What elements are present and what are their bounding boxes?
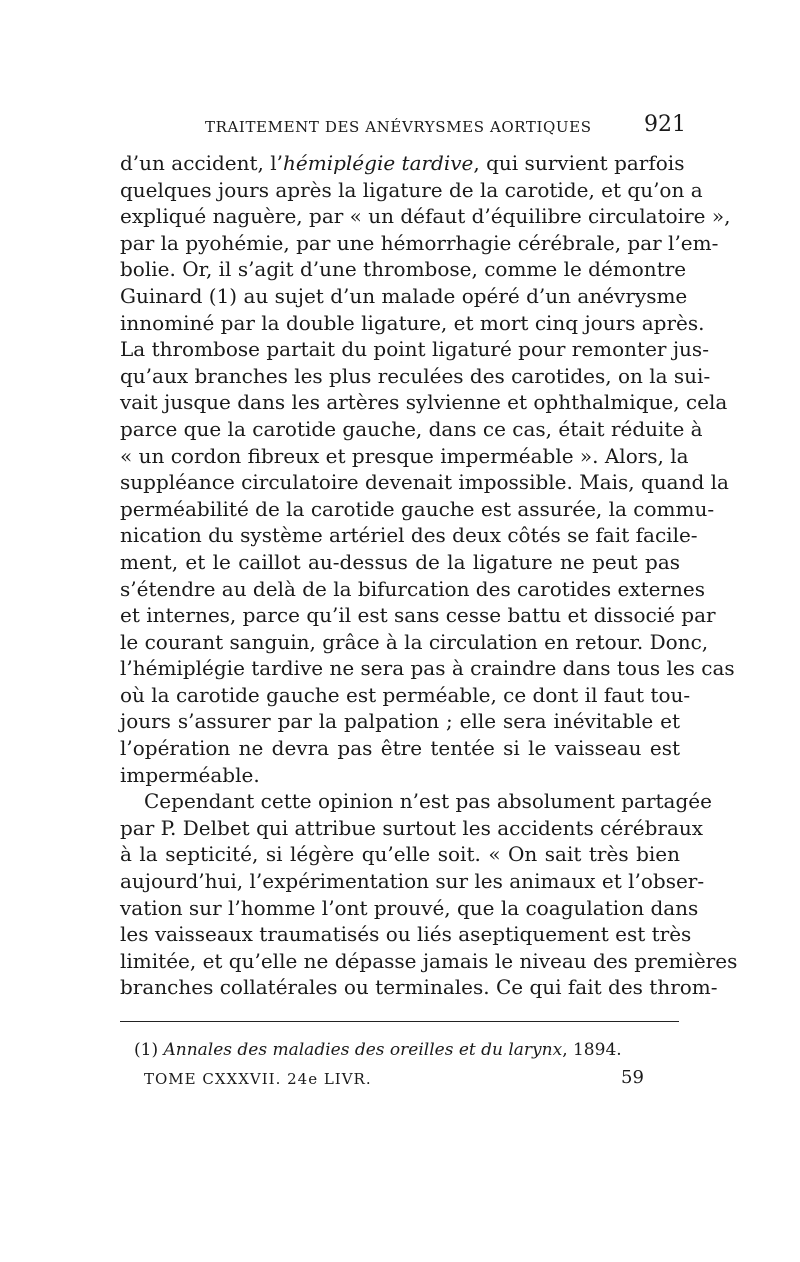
text-line: l’opération ne devra pas être tentée si le vaisseau est	[120, 736, 680, 761]
footnote	[134, 1040, 622, 1060]
text-line: nication du système artériel des deux côtés se fait facile-	[120, 523, 698, 548]
text-line: qu’aux branches les plus reculées des carotides, on la sui-	[120, 363, 711, 388]
text-line: s’étendre au delà de la bifurcation des carotides externes	[120, 576, 706, 601]
text-line: Cependant cette opinion n’est pas absolument partagée	[144, 789, 712, 814]
footnote-rule	[120, 1021, 679, 1022]
page-number: 921	[644, 112, 686, 137]
text-line: et internes, parce qu’il est sans cesse battu et dissocié par	[120, 603, 716, 628]
text-line: suppléance circulatoire devenait impossible. Mais, quand la	[120, 470, 729, 495]
emphasis: hémiplégie tardive	[283, 151, 474, 175]
text-line: perméabilité de la carotide gauche est assurée, la commu-	[120, 496, 715, 521]
signature-mark: TOME CXXXVII. 24e LIVR.	[144, 1070, 372, 1088]
footnote-tail: , 1894.	[562, 1040, 622, 1060]
text-line: l’hémiplégie tardive ne sera pas à craindre dans tous les cas	[120, 656, 735, 681]
text-line: expliqué naguère, par « un défaut d’équilibre circulatoire »,	[120, 204, 731, 229]
footnote-title: Annales des maladies des oreilles et du larynx	[163, 1040, 563, 1060]
text-line: les vaisseaux traumatisés ou liés aseptiquement est très	[120, 922, 692, 947]
text-line: branches collatérales ou terminales. Ce qui fait des throm-	[120, 975, 718, 1000]
text-line: limitée, et qu’elle ne dépasse jamais le niveau des premières	[120, 948, 738, 973]
text-line: innominé par la double ligature, et mort cinq jours après.	[120, 310, 705, 335]
running-title: TRAITEMENT DES ANÉVRYSMES AORTIQUES	[205, 118, 592, 136]
text-line: le courant sanguin, grâce à la circulation en retour. Donc,	[120, 629, 709, 654]
text-line: aujourd’hui, l’expérimentation sur les animaux et l’obser-	[120, 869, 705, 894]
text-line: imperméable.	[120, 762, 260, 787]
text-line: où la carotide gauche est perméable, ce dont il faut tou-	[120, 682, 691, 707]
text-line: quelques jours après la ligature de la carotide, et qu’on a	[120, 177, 703, 202]
text-line: ment, et le caillot au-dessus de la ligature ne peut pas	[120, 549, 680, 574]
text-line: d’un accident, l’hémiplégie tardive, qui survient parfois	[120, 151, 685, 175]
text-line: par la pyohémie, par une hémorrhagie cérébrale, par l’em-	[120, 230, 719, 255]
text-line: par P. Delbet qui attribue surtout les accidents cérébraux	[120, 815, 704, 840]
text-line: Guinard (1) au sujet d’un malade opéré d’un anévrysme	[120, 283, 688, 308]
text-line: à la septicité, si légère qu’elle soit. « On sait très bien	[120, 842, 680, 867]
text-line: vait jusque dans les artères sylvienne et ophthalmique, cela	[120, 390, 728, 415]
text-line: La thrombose partait du point ligaturé pour remonter jus-	[120, 337, 709, 362]
text-line: parce que la carotide gauche, dans ce cas, était réduite à	[120, 416, 703, 441]
footnote-marker: (1)	[134, 1040, 164, 1060]
text-line: « un cordon fibreux et presque imperméable ». Alors, la	[120, 443, 689, 468]
body-text	[120, 150, 738, 1001]
text-line: bolie. Or, il s’agit d’une thrombose, comme le démontre	[120, 257, 687, 282]
text-line: jours s’assurer par la palpation ; elle sera inévitable et	[120, 709, 680, 734]
text-line: vation sur l’homme l’ont prouvé, que la coagulation dans	[120, 895, 699, 920]
signature-number: 59	[621, 1067, 644, 1088]
